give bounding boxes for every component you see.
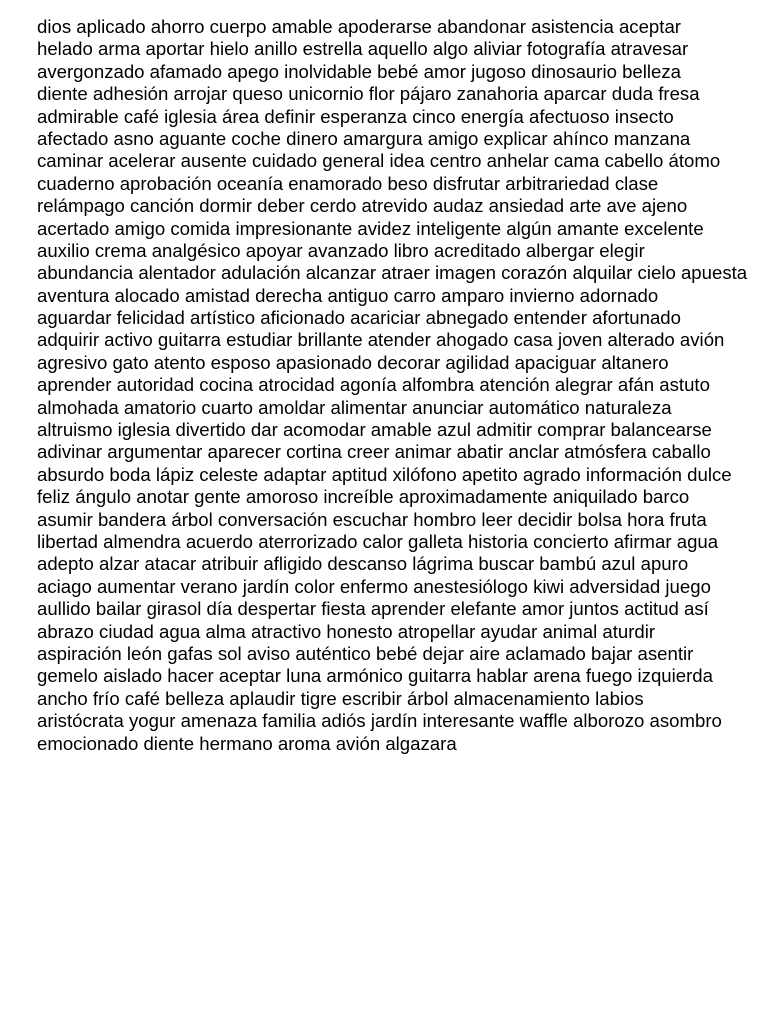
text-line: afectado asno aguante coche dinero amargura amigo explicar ahínco manzana (37, 127, 691, 149)
text-line: emocionado diente hermano aroma avión algazara (37, 732, 457, 754)
text-line: asumir bandera árbol conversación escuchar hombro leer decidir bolsa hora fruta (37, 508, 707, 530)
text-line: abrazo ciudad agua alma atractivo honesto atropellar ayudar animal aturdir (37, 620, 656, 642)
text-line: feliz ángulo anotar gente amoroso increíble aproximadamente aniquilado barco (37, 486, 690, 508)
text-line: absurdo boda lápiz celeste adaptar aptitud xilófono apetito agrado información dulce (37, 463, 732, 485)
text-line: almohada amatorio cuarto amoldar alimentar anunciar automático naturaleza (37, 396, 672, 418)
word-list-text (37, 16, 768, 755)
text-line: abundancia alentador adulación alcanzar atraer imagen corazón alquilar cielo apuesta (37, 262, 748, 284)
text-line: adivinar argumentar aparecer cortina creer animar abatir anclar atmósfera caballo (37, 441, 711, 463)
text-line: libertad almendra acuerdo aterrorizado calor galleta historia concierto afirmar agua (37, 530, 719, 552)
text-line: caminar acelerar ausente cuidado general idea centro anhelar cama cabello átomo (37, 150, 721, 172)
text-line: admirable café iglesia área definir esperanza cinco energía afectuoso insecto (37, 105, 674, 127)
text-line: aprender autoridad cocina atrocidad agonía alfombra atención alegrar afán astuto (37, 374, 710, 396)
text-line: auxilio crema analgésico apoyar avanzado libro acreditado albergar elegir (37, 239, 645, 261)
text-line: ancho frío café belleza aplaudir tigre escribir árbol almacenamiento labios (37, 687, 644, 709)
text-line: dios aplicado ahorro cuerpo amable apoderarse abandonar asistencia aceptar (37, 16, 681, 37)
text-line: aristócrata yogur amenaza familia adiós jardín interesante waffle alborozo asombro (37, 710, 722, 732)
text-line: relámpago canción dormir deber cerdo atrevido audaz ansiedad arte ave ajeno (37, 195, 688, 217)
text-line: acertado amigo comida impresionante avidez inteligente algún amante excelente (37, 217, 704, 239)
text-line: diente adhesión arrojar queso unicornio flor pájaro zanahoria aparcar duda fresa (37, 83, 700, 105)
text-line: aspiración león gafas sol aviso auténtico bebé dejar aire aclamado bajar asentir (37, 642, 694, 664)
text-line: avergonzado afamado apego inolvidable bebé amor jugoso dinosaurio belleza (37, 60, 682, 82)
text-line: adquirir activo guitarra estudiar brillante atender ahogado casa joven alterado avión (37, 329, 725, 351)
text-line: cuaderno aprobación oceanía enamorado beso disfrutar arbitrariedad clase (37, 172, 659, 194)
text-line: aullido bailar girasol día despertar fiesta aprender elefante amor juntos actitud así (37, 598, 709, 620)
text-line: aventura alocado amistad derecha antiguo carro amparo invierno adornado (37, 284, 659, 306)
text-line: adepto alzar atacar atribuir afligido descanso lágrima buscar bambú azul apuro (37, 553, 689, 575)
text-line: aguardar felicidad artístico aficionado acariciar abnegado entender afortunado (37, 307, 681, 329)
text-line: helado arma aportar hielo anillo estrella aquello algo aliviar fotografía atravesar (37, 38, 689, 60)
text-line: agresivo gato atento esposo apasionado decorar agilidad apaciguar altanero (37, 351, 669, 373)
text-line: gemelo aislado hacer aceptar luna armónico guitarra hablar arena fuego izquierda (37, 665, 713, 687)
text-line: altruismo iglesia divertido dar acomodar amable azul admitir comprar balancearse (37, 419, 712, 441)
text-line: aciago aumentar verano jardín color enfermo anestesiólogo kiwi adversidad juego (37, 575, 711, 597)
